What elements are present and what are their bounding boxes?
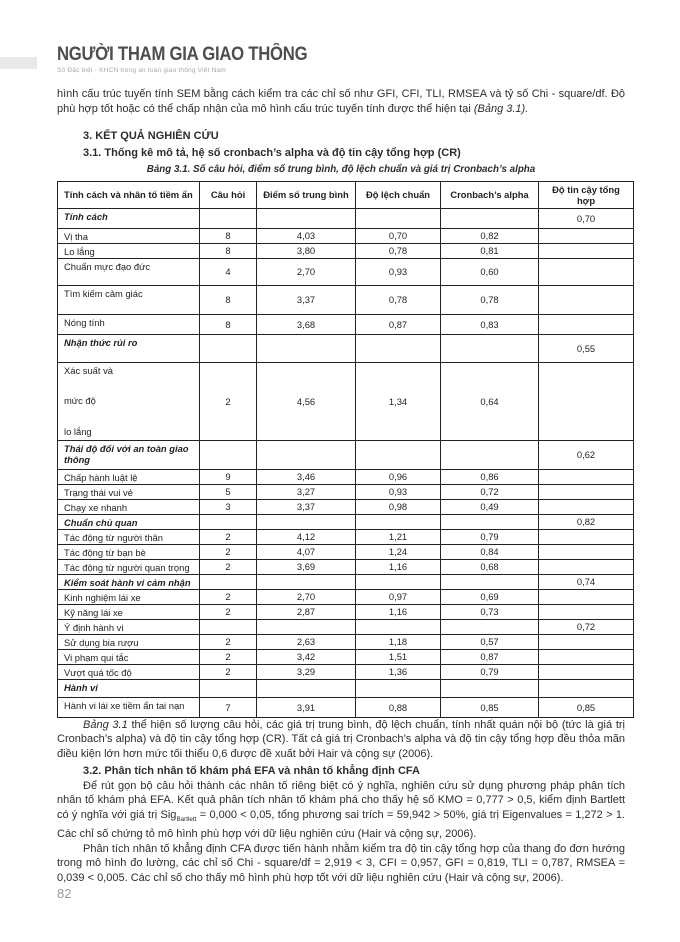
- cell-sd: 1,51: [356, 649, 441, 664]
- row-label: Hành vi lái xe tiềm ẩn tai nạn: [58, 697, 200, 717]
- cell-mean: 2,63: [257, 634, 356, 649]
- row-label: Vị tha: [58, 228, 200, 243]
- page-content: [57, 87, 625, 885]
- cell-sd: 0,97: [356, 589, 441, 604]
- intro-table-ref: (Bảng 3.1).: [473, 102, 529, 115]
- cell-alpha: 0,64: [441, 362, 539, 440]
- section-3-1-heading: 3.1. Thống kê mô tả, hệ số cronbach’s alpha và độ tin cậy tổng hợp (CR): [83, 146, 461, 159]
- page-number: 82: [57, 886, 72, 901]
- table-header-row: [58, 181, 634, 208]
- cell-mean: 3,46: [257, 469, 356, 484]
- row-label: Kiểm soát hành vi cảm nhận: [58, 574, 200, 589]
- cell-sd: [356, 679, 441, 697]
- table-row: [58, 243, 634, 258]
- intro-text: hình cấu trúc tuyến tính SEM bằng cách kiểm tra các chỉ số như GFI, CFI, TLI, RMSEA và tỷ số Chi - square/df. Độ phù hợp tốt hoặc có thể chấp nhận của mô hình cấu trúc tuyến tính được thể hiện tại: [57, 88, 625, 115]
- cell-cr: 0,55: [539, 334, 634, 362]
- cell-cr: [539, 604, 634, 619]
- cell-mean: [257, 208, 356, 228]
- journal-subtitle: Số Đặc biệt - KHCN trong an toàn giao thông Việt Nam: [57, 67, 226, 74]
- cell-questions: 9: [200, 469, 257, 484]
- cell-questions: 5: [200, 484, 257, 499]
- cell-mean: 2,87: [257, 604, 356, 619]
- table-row: [58, 664, 634, 679]
- cell-sd: 0,88: [356, 697, 441, 717]
- cell-sd: [356, 440, 441, 469]
- column-header: Cronbach’s alpha: [441, 181, 539, 208]
- cell-mean: [257, 334, 356, 362]
- cell-questions: 2: [200, 634, 257, 649]
- cell-questions: [200, 679, 257, 697]
- cell-mean: 3,37: [257, 499, 356, 514]
- cell-alpha: 0,81: [441, 243, 539, 258]
- cell-mean: 2,70: [257, 589, 356, 604]
- cell-alpha: 0,79: [441, 664, 539, 679]
- table-row: [58, 619, 634, 634]
- cell-alpha: [441, 440, 539, 469]
- cell-sd: 0,93: [356, 484, 441, 499]
- cell-sd: 0,78: [356, 243, 441, 258]
- cell-cr: 0,82: [539, 514, 634, 529]
- cell-mean: 2,70: [257, 258, 356, 285]
- cell-mean: [257, 619, 356, 634]
- cell-cr: [539, 664, 634, 679]
- cell-alpha: 0,86: [441, 469, 539, 484]
- cell-sd: 0,70: [356, 228, 441, 243]
- cell-cr: [539, 469, 634, 484]
- cell-cr: [539, 559, 634, 574]
- table-row: [58, 559, 634, 574]
- cell-sd: 1,16: [356, 559, 441, 574]
- efa-text-2: = 0,000 < 0,05, tổng phương sai trích = 59,942 > 50%, giá trị Eigenvalues = 1,272 > 1. Các chỉ số chứng tỏ mô hình phù hợp với dữ liệu nghiên cứu (Hair và cộng sự, 2006).: [57, 808, 625, 841]
- cell-mean: [257, 679, 356, 697]
- table-row: [58, 208, 634, 228]
- table-row: [58, 499, 634, 514]
- table-row: [58, 484, 634, 499]
- cell-alpha: 0,79: [441, 529, 539, 544]
- cell-alpha: 0,68: [441, 559, 539, 574]
- cell-questions: 8: [200, 285, 257, 314]
- column-header: Điểm số trung bình: [257, 181, 356, 208]
- cell-mean: 4,56: [257, 362, 356, 440]
- cell-sd: [356, 334, 441, 362]
- cell-sd: 0,87: [356, 314, 441, 334]
- row-label: Tìm kiếm cảm giác: [58, 285, 200, 314]
- cell-questions: 4: [200, 258, 257, 285]
- cell-alpha: 0,49: [441, 499, 539, 514]
- cell-questions: 2: [200, 604, 257, 619]
- row-label: Kỹ năng lái xe: [58, 604, 200, 619]
- table-row: [58, 544, 634, 559]
- cell-alpha: 0,85: [441, 697, 539, 717]
- cell-alpha: 0,78: [441, 285, 539, 314]
- cell-alpha: [441, 208, 539, 228]
- row-label: Vi phạm qui tắc: [58, 649, 200, 664]
- row-label: Lo lắng: [58, 243, 200, 258]
- cell-cr: [539, 228, 634, 243]
- cell-sd: 1,36: [356, 664, 441, 679]
- sig-bartlett-subscript: Bartlett: [176, 815, 197, 823]
- results-table: [57, 181, 634, 718]
- cell-questions: [200, 208, 257, 228]
- table-row: [58, 228, 634, 243]
- table-ref-lead: Bảng 3.1: [83, 718, 128, 731]
- table-row: [58, 634, 634, 649]
- cell-questions: 8: [200, 228, 257, 243]
- row-label: Hành vi: [58, 679, 200, 697]
- section-3-heading: 3. KẾT QUẢ NGHIÊN CỨU: [83, 130, 219, 142]
- cell-mean: 3,29: [257, 664, 356, 679]
- cell-alpha: 0,82: [441, 228, 539, 243]
- row-label: Chuẩn chủ quan: [58, 514, 200, 529]
- cell-cr: [539, 544, 634, 559]
- cell-cr: 0,74: [539, 574, 634, 589]
- column-header: Độ lệch chuẩn: [356, 181, 441, 208]
- cell-cr: [539, 258, 634, 285]
- table-row: [58, 649, 634, 664]
- row-label: Chấp hành luật lệ: [58, 469, 200, 484]
- table-row: [58, 314, 634, 334]
- cell-questions: 8: [200, 243, 257, 258]
- table-row: [58, 529, 634, 544]
- cell-alpha: [441, 619, 539, 634]
- cell-questions: 2: [200, 362, 257, 440]
- cell-sd: [356, 208, 441, 228]
- row-label: Tác động từ người quan trọng: [58, 559, 200, 574]
- efa-paragraph: [57, 779, 625, 842]
- cell-alpha: 0,84: [441, 544, 539, 559]
- journal-title: NGƯỜI THAM GIA GIAO THÔNG: [57, 44, 308, 65]
- row-label: Tác động từ người thân: [58, 529, 200, 544]
- cell-questions: 2: [200, 664, 257, 679]
- cell-sd: 1,16: [356, 604, 441, 619]
- table-row: [58, 574, 634, 589]
- cell-sd: [356, 619, 441, 634]
- cell-mean: 3,27: [257, 484, 356, 499]
- cell-questions: [200, 440, 257, 469]
- cell-cr: [539, 529, 634, 544]
- row-label: Sử dụng bia rượu: [58, 634, 200, 649]
- row-label: Xác suất và mức độ lo lắng: [58, 362, 200, 440]
- cell-cr: [539, 314, 634, 334]
- column-header: Câu hỏi: [200, 181, 257, 208]
- row-label: Tác động từ bạn bè: [58, 544, 200, 559]
- cell-alpha: [441, 514, 539, 529]
- cell-alpha: 0,87: [441, 649, 539, 664]
- cell-mean: 3,68: [257, 314, 356, 334]
- cell-mean: 4,03: [257, 228, 356, 243]
- row-label: Thái độ đối với an toàn giao thông: [58, 440, 200, 469]
- row-label: Chuẩn mực đạo đức: [58, 258, 200, 285]
- intro-paragraph: [57, 87, 625, 116]
- row-label: Chạy xe nhanh: [58, 499, 200, 514]
- row-label: Ý định hành vi: [58, 619, 200, 634]
- cell-sd: [356, 574, 441, 589]
- cell-questions: 3: [200, 499, 257, 514]
- cell-alpha: 0,83: [441, 314, 539, 334]
- cell-alpha: 0,73: [441, 604, 539, 619]
- cell-cr: [539, 634, 634, 649]
- cell-cr: [539, 484, 634, 499]
- cell-sd: 0,78: [356, 285, 441, 314]
- cell-questions: [200, 334, 257, 362]
- table-row: [58, 362, 634, 440]
- column-header: Tính cách và nhân tố tiềm ẩn: [58, 181, 200, 208]
- column-header: Độ tin cậy tổng hợp: [539, 181, 634, 208]
- cell-cr: [539, 649, 634, 664]
- table-discussion-paragraph: [57, 718, 625, 762]
- cell-cr: [539, 679, 634, 697]
- cfa-paragraph: Phân tích nhân tố khẳng định CFA được tiến hành nhằm kiểm tra độ tin cậy tổng hợp của thang đo đơn hướng trong mô hình đo lường, các chỉ số Chi - square/df = 2,919 < 3, CFI = 0,957, GFI = 0,819, TLI = 0,787, RMSEA = 0,039 < 0,005. Các chỉ số cho thấy mô hình phù hợp tốt với dữ liệu nghiên cứu (Hair và cộng sự, 2006).: [57, 842, 625, 884]
- cell-questions: [200, 619, 257, 634]
- table-row: [58, 440, 634, 469]
- table-caption: Bảng 3.1. Số câu hỏi, điểm số trung bình, độ lệch chuẩn và giá trị Cronbach’s alpha: [146, 164, 536, 175]
- row-label: Nhận thức rủi ro: [58, 334, 200, 362]
- table-row: [58, 258, 634, 285]
- row-label: Kinh nghiệm lái xe: [58, 589, 200, 604]
- cell-cr: [539, 362, 634, 440]
- cell-mean: 3,42: [257, 649, 356, 664]
- cell-alpha: 0,69: [441, 589, 539, 604]
- cell-cr: [539, 499, 634, 514]
- cell-alpha: [441, 679, 539, 697]
- table-row: [58, 334, 634, 362]
- cell-sd: 1,34: [356, 362, 441, 440]
- masthead-band: [0, 57, 37, 69]
- cell-alpha: 0,60: [441, 258, 539, 285]
- cell-mean: [257, 574, 356, 589]
- cell-cr: [539, 285, 634, 314]
- cell-sd: 0,96: [356, 469, 441, 484]
- cell-questions: [200, 514, 257, 529]
- row-label: Tính cách: [58, 208, 200, 228]
- table-row: [58, 285, 634, 314]
- table-row: [58, 679, 634, 697]
- cell-questions: 2: [200, 529, 257, 544]
- cell-sd: 0,93: [356, 258, 441, 285]
- cell-alpha: 0,57: [441, 634, 539, 649]
- cell-questions: 2: [200, 649, 257, 664]
- cell-questions: 2: [200, 559, 257, 574]
- cell-questions: 7: [200, 697, 257, 717]
- cell-cr: 0,85: [539, 697, 634, 717]
- cell-questions: 2: [200, 589, 257, 604]
- row-label: Vượt quá tốc độ: [58, 664, 200, 679]
- table-discussion-text: thể hiện số lượng câu hỏi, các giá trị trung bình, độ lệch chuẩn, tính nhất quán nội bộ (tức là giá trị Cronbach’s alpha) và độ tin cậy tổng hợp (CR). Tất cả giá trị Cronbach’s alpha và độ tin cậy tổng hợp đều thỏa mãn điều kiện lớn hơn mức tối thiểu 0,6 được đề xuất bởi Hair và cộng sự (2006).: [57, 718, 625, 760]
- cell-mean: 3,80: [257, 243, 356, 258]
- cell-mean: 3,69: [257, 559, 356, 574]
- table-row: [58, 604, 634, 619]
- section-3-2-heading: 3.2. Phân tích nhân tố khám phá EFA và nhân tố khẳng định CFA: [83, 765, 420, 777]
- cell-sd: 1,24: [356, 544, 441, 559]
- cell-sd: 0,98: [356, 499, 441, 514]
- cell-sd: [356, 514, 441, 529]
- table-row: [58, 514, 634, 529]
- cell-cr: [539, 243, 634, 258]
- cell-alpha: 0,72: [441, 484, 539, 499]
- cell-questions: 2: [200, 544, 257, 559]
- cell-mean: [257, 440, 356, 469]
- cell-cr: [539, 589, 634, 604]
- cell-mean: 4,07: [257, 544, 356, 559]
- table-row: [58, 469, 634, 484]
- cell-cr: 0,70: [539, 208, 634, 228]
- cell-mean: 3,91: [257, 697, 356, 717]
- cell-alpha: [441, 334, 539, 362]
- cell-alpha: [441, 574, 539, 589]
- cell-questions: 8: [200, 314, 257, 334]
- cell-cr: 0,72: [539, 619, 634, 634]
- cell-mean: 4,12: [257, 529, 356, 544]
- table-row: [58, 697, 634, 717]
- table-row: [58, 589, 634, 604]
- cell-sd: 1,18: [356, 634, 441, 649]
- efa-text-1: Để rút gọn bộ câu hỏi thành các nhân tố riêng biệt có ý nghĩa, nghiên cứu sử dụng phương pháp phân tích nhân tố khám phá EFA. Kết quả phân tích nhân tố khám phá cho thấy hệ số KMO = 0,777 > 0,5, kiểm định Bartlett có ý nghĩa với giá trị Sig: [57, 779, 625, 821]
- cell-mean: 3,37: [257, 285, 356, 314]
- cell-mean: [257, 514, 356, 529]
- cell-questions: [200, 574, 257, 589]
- cell-sd: 1,21: [356, 529, 441, 544]
- row-label: Nóng tính: [58, 314, 200, 334]
- row-label: Trạng thái vui vẻ: [58, 484, 200, 499]
- cell-cr: 0,62: [539, 440, 634, 469]
